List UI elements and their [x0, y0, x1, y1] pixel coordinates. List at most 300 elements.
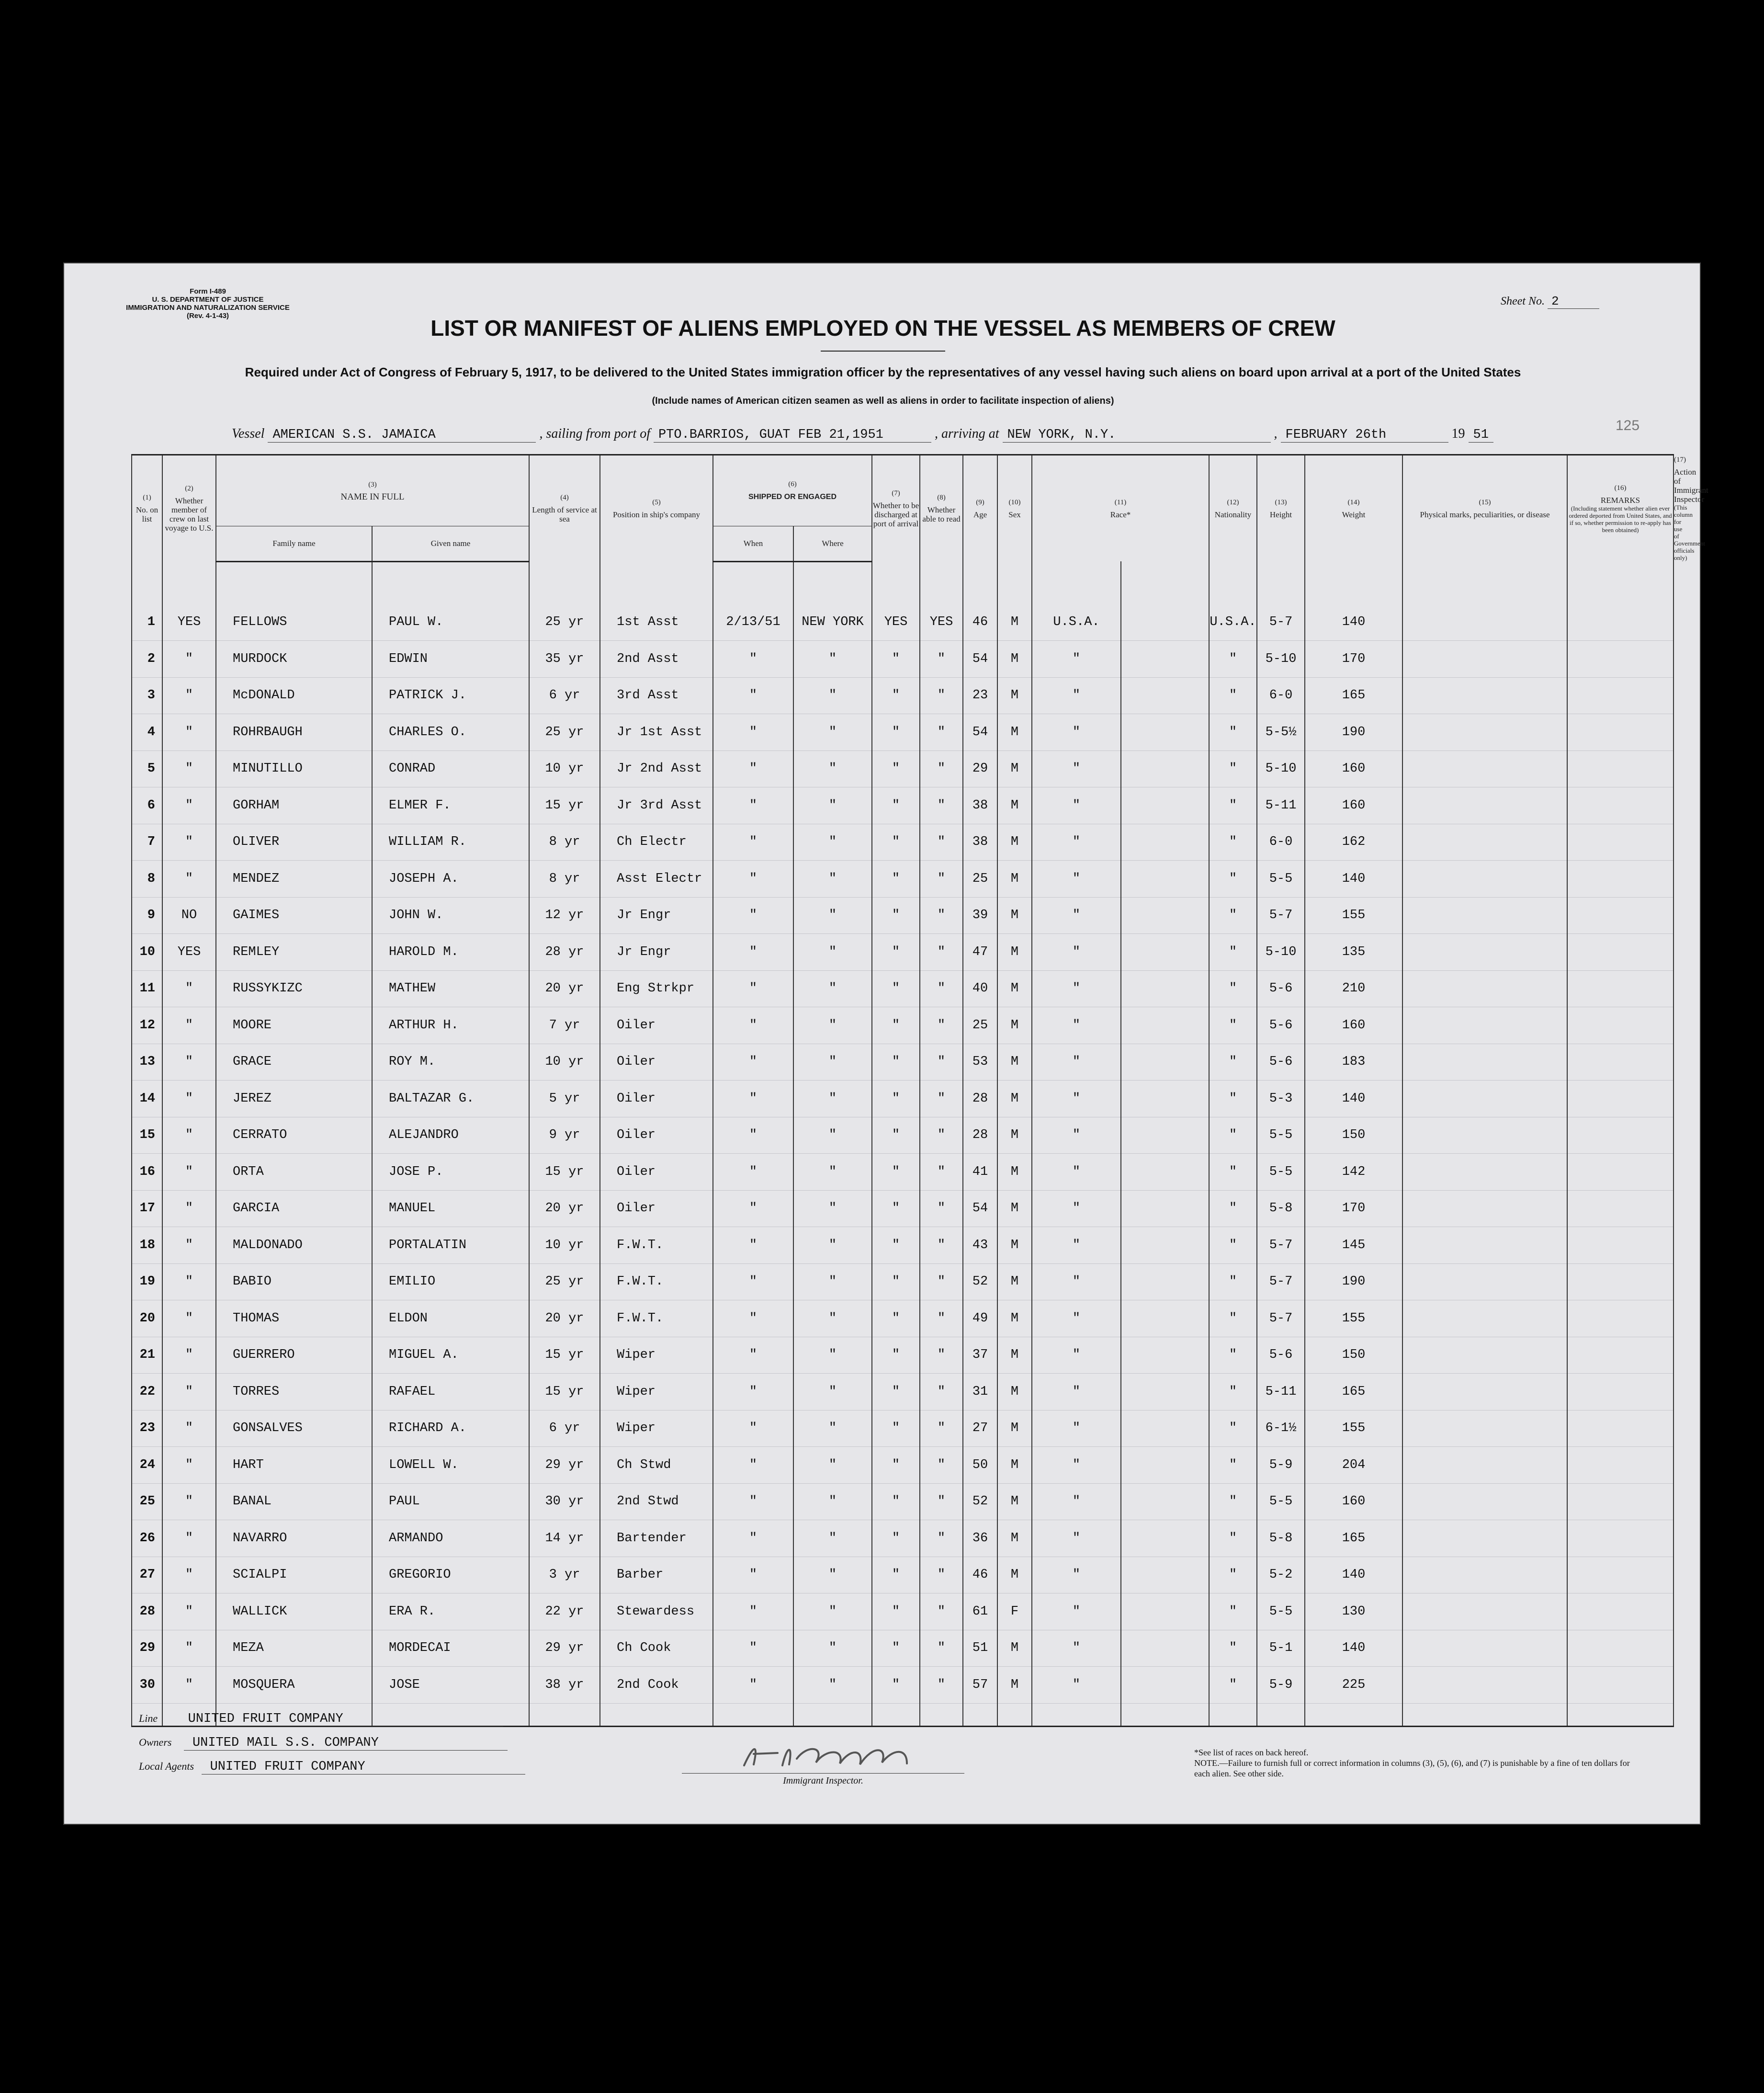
weight-cell: 204	[1305, 1447, 1402, 1484]
when-cell: "	[713, 1227, 793, 1264]
remarks-cell	[1567, 1410, 1674, 1447]
race-extra-cell	[1121, 751, 1209, 787]
weight-cell: 170	[1305, 641, 1402, 678]
sex-cell: M	[997, 1300, 1032, 1337]
prior-voyage-cell: "	[162, 1300, 216, 1337]
when-cell: "	[713, 1374, 793, 1410]
service-cell: 5 yr	[529, 1081, 600, 1117]
owners-value: UNITED MAIL S.S. COMPANY	[184, 1736, 508, 1751]
where-cell: "	[793, 1081, 872, 1117]
family-name-cell: RUSSYKIZC	[216, 970, 372, 1007]
physical-marks-cell	[1402, 1337, 1567, 1374]
service-cell: 7 yr	[529, 1007, 600, 1044]
read-cell: "	[920, 714, 963, 751]
position-cell: Jr 2nd Asst	[600, 751, 713, 787]
age-cell: 53	[963, 1044, 997, 1081]
sex-cell: M	[997, 604, 1032, 641]
given-name-cell: RAFAEL	[372, 1374, 529, 1410]
physical-marks-cell	[1402, 1263, 1567, 1300]
read-cell: "	[920, 1081, 963, 1117]
service-cell: 15 yr	[529, 1374, 600, 1410]
nationality-cell: "	[1209, 714, 1257, 751]
arrival-port-value: NEW YORK, N.Y.	[1003, 428, 1271, 443]
position-cell: Jr 1st Asst	[600, 714, 713, 751]
family-name-cell: OLIVER	[216, 824, 372, 861]
height-cell: 5-3	[1257, 1081, 1305, 1117]
requirement-text: Required under Act of Congress of February 5, 1917, to be delivered to the United States immigration officer by the representatives of any vessel having such aliens on board upon arrival at a port of the United States	[245, 365, 1521, 379]
given-name-cell: WILLIAM R.	[372, 824, 529, 861]
row-number: 8	[132, 861, 162, 898]
prior-voyage-cell: NO	[162, 897, 216, 934]
remarks-cell	[1567, 1667, 1674, 1704]
vessel-label: Vessel	[232, 426, 265, 441]
race-extra-cell	[1121, 1374, 1209, 1410]
service-cell: 25 yr	[529, 604, 600, 641]
position-cell: Ch Electr	[600, 824, 713, 861]
discharged-cell: "	[872, 1154, 920, 1191]
crew-row	[132, 934, 1674, 971]
age-cell: 28	[963, 1117, 997, 1154]
crew-row	[132, 824, 1674, 861]
nationality-cell: "	[1209, 1007, 1257, 1044]
when-cell: "	[713, 1483, 793, 1520]
weight-cell: 150	[1305, 1117, 1402, 1154]
where-cell: "	[793, 1007, 872, 1044]
row-number: 9	[132, 897, 162, 934]
revision: (Rev. 4-1-43)	[186, 312, 229, 320]
line-value: UNITED FRUIT COMPANY	[180, 1712, 503, 1727]
physical-marks-cell	[1402, 1154, 1567, 1191]
race-cell: "	[1032, 751, 1121, 787]
where-cell: "	[793, 934, 872, 971]
height-cell: 5-7	[1257, 1263, 1305, 1300]
read-cell: "	[920, 1007, 963, 1044]
weight-cell: 140	[1305, 604, 1402, 641]
physical-marks-cell	[1402, 824, 1567, 861]
given-name-cell: HAROLD M.	[372, 934, 529, 971]
crew-row	[132, 1081, 1674, 1117]
crew-row	[132, 641, 1674, 678]
sex-cell: M	[997, 1630, 1032, 1667]
remarks-cell	[1567, 1044, 1674, 1081]
height-cell: 5-10	[1257, 934, 1305, 971]
where-cell: "	[793, 677, 872, 714]
weight-cell: 150	[1305, 1337, 1402, 1374]
race-cell: "	[1032, 970, 1121, 1007]
service-cell: 14 yr	[529, 1520, 600, 1557]
row-number: 22	[132, 1374, 162, 1410]
when-cell: "	[713, 1300, 793, 1337]
weight-cell: 165	[1305, 1520, 1402, 1557]
age-cell: 46	[963, 604, 997, 641]
when-cell: "	[713, 1154, 793, 1191]
race-extra-cell	[1121, 1300, 1209, 1337]
age-cell: 36	[963, 1520, 997, 1557]
read-cell: "	[920, 1483, 963, 1520]
race-extra-cell	[1121, 1081, 1209, 1117]
age-cell: 41	[963, 1154, 997, 1191]
where-cell: "	[793, 1227, 872, 1264]
service-cell: 9 yr	[529, 1117, 600, 1154]
physical-marks-cell	[1402, 751, 1567, 787]
given-name-cell: MIGUEL A.	[372, 1337, 529, 1374]
when-cell: "	[713, 1117, 793, 1154]
sex-cell: M	[997, 934, 1032, 971]
race-cell: "	[1032, 934, 1121, 971]
race-extra-cell	[1121, 1447, 1209, 1484]
sheet-number	[1501, 294, 1599, 309]
family-name-cell: TORRES	[216, 1374, 372, 1410]
sex-cell: M	[997, 1227, 1032, 1264]
line-label: Line	[139, 1712, 158, 1724]
crew-row	[132, 1117, 1674, 1154]
row-number: 30	[132, 1667, 162, 1704]
remarks-cell	[1567, 824, 1674, 861]
race-extra-cell	[1121, 604, 1209, 641]
prior-voyage-cell: "	[162, 677, 216, 714]
read-cell: "	[920, 751, 963, 787]
where-cell: "	[793, 714, 872, 751]
discharged-cell: "	[872, 1007, 920, 1044]
given-name-cell: MATHEW	[372, 970, 529, 1007]
row-number: 21	[132, 1337, 162, 1374]
nationality-cell: "	[1209, 1483, 1257, 1520]
race-cell: "	[1032, 1263, 1121, 1300]
position-cell: Bartender	[600, 1520, 713, 1557]
nationality-cell: U.S.A.	[1209, 604, 1257, 641]
race-cell: "	[1032, 1374, 1121, 1410]
where-cell: "	[793, 1667, 872, 1704]
read-cell: "	[920, 1374, 963, 1410]
read-cell: "	[920, 1667, 963, 1704]
age-cell: 52	[963, 1263, 997, 1300]
row-number: 29	[132, 1630, 162, 1667]
position-cell: Eng Strkpr	[600, 970, 713, 1007]
read-cell: "	[920, 824, 963, 861]
where-cell: "	[793, 1117, 872, 1154]
row-number: 7	[132, 824, 162, 861]
height-cell: 5-8	[1257, 1520, 1305, 1557]
race-cell: "	[1032, 861, 1121, 898]
when-cell: "	[713, 1190, 793, 1227]
family-name-cell: MENDEZ	[216, 861, 372, 898]
crew-row	[132, 1630, 1674, 1667]
age-cell: 57	[963, 1667, 997, 1704]
owners-label: Owners	[139, 1736, 172, 1748]
crew-row	[132, 1300, 1674, 1337]
race-extra-cell	[1121, 1483, 1209, 1520]
when-cell: "	[713, 1557, 793, 1593]
discharged-cell: "	[872, 934, 920, 971]
sex-cell: M	[997, 1190, 1032, 1227]
crew-rows	[132, 561, 1674, 1726]
row-number: 10	[132, 934, 162, 971]
weight-cell: 225	[1305, 1667, 1402, 1704]
race-cell: "	[1032, 1044, 1121, 1081]
height-cell: 5-6	[1257, 1007, 1305, 1044]
sex-cell: M	[997, 751, 1032, 787]
col-header-family-name: Family name	[216, 526, 372, 561]
race-cell: "	[1032, 1483, 1121, 1520]
family-name-cell: FELLOWS	[216, 604, 372, 641]
manifest-sheet	[63, 262, 1708, 1825]
position-cell: Oiler	[600, 1190, 713, 1227]
weight-cell: 162	[1305, 824, 1402, 861]
discharged-cell: "	[872, 1447, 920, 1484]
when-cell: "	[713, 1410, 793, 1447]
crew-row	[132, 1557, 1674, 1593]
col-header-physical-marks: (15) Physical marks, peculiarities, or disease	[1402, 455, 1567, 562]
given-name-cell: PATRICK J.	[372, 677, 529, 714]
prior-voyage-cell: "	[162, 1410, 216, 1447]
physical-marks-cell	[1402, 1557, 1567, 1593]
service-cell: 12 yr	[529, 897, 600, 934]
remarks-cell	[1567, 1227, 1674, 1264]
sex-cell: M	[997, 824, 1032, 861]
service-cell: 35 yr	[529, 641, 600, 678]
sex-cell: M	[997, 1483, 1032, 1520]
height-cell: 5-6	[1257, 970, 1305, 1007]
nationality-cell: "	[1209, 1117, 1257, 1154]
page-title: LIST OR MANIFEST OF ALIENS EMPLOYED ON THE VESSEL AS MEMBERS OF CREW	[430, 316, 1335, 341]
prior-voyage-cell: "	[162, 1007, 216, 1044]
port-value: PTO.BARRIOS, GUAT FEB 21,1951	[654, 428, 931, 443]
height-cell: 5-5	[1257, 1483, 1305, 1520]
row-number: 23	[132, 1410, 162, 1447]
read-cell: "	[920, 1337, 963, 1374]
row-number: 2	[132, 641, 162, 678]
where-cell: "	[793, 1154, 872, 1191]
row-number: 20	[132, 1300, 162, 1337]
nationality-cell: "	[1209, 1337, 1257, 1374]
discharged-cell: "	[872, 1337, 920, 1374]
family-name-cell: MINUTILLO	[216, 751, 372, 787]
prior-voyage-cell: "	[162, 714, 216, 751]
position-cell: Oiler	[600, 1117, 713, 1154]
weight-cell: 160	[1305, 1483, 1402, 1520]
weight-cell: 140	[1305, 1630, 1402, 1667]
race-extra-cell	[1121, 1190, 1209, 1227]
family-name-cell: MURDOCK	[216, 641, 372, 678]
when-cell: "	[713, 1520, 793, 1557]
position-cell: Stewardess	[600, 1593, 713, 1630]
prior-voyage-cell: "	[162, 970, 216, 1007]
race-cell: "	[1032, 1190, 1121, 1227]
read-cell: "	[920, 1447, 963, 1484]
family-name-cell: ORTA	[216, 1154, 372, 1191]
col-header-remarks: (16) REMARKS (Including statement whether alien ever ordered deported from United States, and if so, whether permission to re-apply has been obtained)	[1567, 455, 1674, 562]
given-name-cell: MORDECAI	[372, 1630, 529, 1667]
given-name-cell: ELMER F.	[372, 787, 529, 824]
crew-manifest-table: (1) No. on list (2) Whether member of crew on last voyage to U.S. (3) NAME IN FULL (4) Length of service at sea (5) Position in ship's company (6) SHIPPED OR ENGAGED (7) Whether to be discharged at port of arrival (8) Whether able to read (9) Age (10) Sex (11) Race* (12) Nationality (13) Height (14) Weight (15) Physical marks, peculiarities, or disease (16) REMARKS (Including statement whether alien ever ordered deported from United States, and if so, whether permission to re-apply has been obtained) (17) Action of Immigrant Inspector (This column for use of Government officials only) Family name Given name When Where 1 YES FELLOWS PAUL W. 25 yr 1st Asst 2/13/51 NEW YORK YES YES 46 M U.S.A. U.S.A. 5-7 140 2 " MURDOCK EDWIN 35 yr 2nd Asst " " " " 54 M " " 5-10 170 3 " McDONALD PATRICK J. 6 yr 3rd Asst " " " " 23 M " " 6-0 165 4 " ROHRBAUGH CHARLES O. 25 yr Jr 1st Asst " " " " 54 M " " 5-5½ 190 5 " MINUTILLO CONRAD 10 yr Jr 2nd Asst " " " " 29 M " " 5-10 160 6 " GORHAM ELMER F. 15 yr Jr 3rd Asst " " " " 38 M " " 5-11 160 7 " OLIVER WILLIAM R. 8 yr Ch Electr " " " " 38 M " " 6-0 162 8 " MENDEZ JOSEPH A. 8 yr Asst Electr " " " " 25 M " " 5-5 140 9 NO GAIMES JOHN W. 12 yr Jr Engr " " " " 39 M " " 5-7 155 10 YES REMLEY HAROLD M. 28 yr Jr Engr " " " " 47 M " " 5-10 135 11 " RUSSYKIZC MATHEW 20 yr Eng Strkpr " " " " 40 M " " 5-6 210 12 " MOORE ARTHUR H. 7 yr Oiler " " " " 25 M " " 5-6 160 13 " GRACE ROY M. 10 yr Oiler " " " " 53 M " " 5-6 183 14 " JEREZ BALTAZAR G. 5 yr Oiler " " " " 28 M " " 5-3 140 15 " CERRATO ALEJANDRO 9 yr Oiler " " " " 28 M " " 5-5 150 16 " ORTA JOSE P. 15 yr Oiler " " " " 41 M " " 5-5 142 17 " GARCIA MANUEL 20 yr Oiler " " " " 54 M " " 5-8 170 18 " MALDONADO PORTALATIN 10 yr F.W.T. " " " " 43 M " " 5-7 145 19 " BABIO EMILIO 25 yr F.W.T. " " " " 52 M " " 5-7 190 20 " THOMAS ELDON 20 yr F.W.T. " " " " 49 M " " 5-7 155 21 " GUERRERO MIGUEL A. 15 yr Wiper " " " " 37 M " " 5-6 150 22 " TORRES RAFAEL 15 yr Wiper " " " " 31 M " " 5-11 165 23 " GONSALVES RICHARD A. 6 yr Wiper " " " " 27 M " " 6-1½ 155 24 " HART LOWELL W. 29 yr Ch Stwd " " " " 50 M " " 5-9 204 25 " BANAL PAUL 30 yr 2nd Stwd " " " " 52 M " " 5-5 160 26 " NAVARRO ARMANDO 14 yr Bartender " " " " 36 M " " 5-8 165 27 " SCIALPI GREGORIO 3 yr Barber " " " " 46 M " " 5-2 140 28 " WALLICK ERA R. 22 yr Stewardess " " " " 61 F " " 5-5 130 29 " MEZA MORDECAI 29 yr Ch Cook " " " " 51 M " " 5-1 140 30 " MOSQUERA JOSE 38 yr 2nd Cook " " " " 57 M " " 5-9 225	[131, 454, 1674, 1727]
title-rule	[821, 351, 945, 352]
discharged-cell: "	[872, 1227, 920, 1264]
family-name-cell: ROHRBAUGH	[216, 714, 372, 751]
crew-row	[132, 604, 1674, 641]
when-cell: "	[713, 751, 793, 787]
race-extra-cell	[1121, 1520, 1209, 1557]
row-number: 13	[132, 1044, 162, 1081]
position-cell: Barber	[600, 1557, 713, 1593]
race-extra-cell	[1121, 1263, 1209, 1300]
physical-marks-cell	[1402, 1630, 1567, 1667]
remarks-cell	[1567, 1374, 1674, 1410]
family-name-cell: CERRATO	[216, 1117, 372, 1154]
sex-cell: M	[997, 1044, 1032, 1081]
given-name-cell: BALTAZAR G.	[372, 1081, 529, 1117]
family-name-cell: GONSALVES	[216, 1410, 372, 1447]
given-name-cell: PAUL	[372, 1483, 529, 1520]
crew-row	[132, 714, 1674, 751]
race-extra-cell	[1121, 861, 1209, 898]
physical-marks-cell	[1402, 1520, 1567, 1557]
sex-cell: M	[997, 1557, 1032, 1593]
physical-marks-cell	[1402, 1117, 1567, 1154]
when-cell: "	[713, 1630, 793, 1667]
when-cell: "	[713, 641, 793, 678]
sex-cell: M	[997, 1154, 1032, 1191]
service-cell: 30 yr	[529, 1483, 600, 1520]
remarks-cell	[1567, 677, 1674, 714]
age-cell: 49	[963, 1300, 997, 1337]
col-header-height: (13) Height	[1257, 455, 1305, 562]
family-name-cell: McDONALD	[216, 677, 372, 714]
age-cell: 54	[963, 641, 997, 678]
prior-voyage-cell: "	[162, 641, 216, 678]
race-extra-cell	[1121, 970, 1209, 1007]
remarks-cell	[1567, 970, 1674, 1007]
where-cell: "	[793, 751, 872, 787]
physical-marks-cell	[1402, 970, 1567, 1007]
given-name-cell: ELDON	[372, 1300, 529, 1337]
prior-voyage-cell: "	[162, 824, 216, 861]
weight-cell: 142	[1305, 1154, 1402, 1191]
where-cell: "	[793, 1483, 872, 1520]
race-cell: "	[1032, 897, 1121, 934]
sex-cell: M	[997, 641, 1032, 678]
read-cell: "	[920, 641, 963, 678]
col-header-given-name: Given name	[372, 526, 529, 561]
inspector-signature-block	[682, 1735, 964, 1786]
sex-cell: M	[997, 677, 1032, 714]
given-name-cell: EDWIN	[372, 641, 529, 678]
given-name-cell: PORTALATIN	[372, 1227, 529, 1264]
remarks-cell	[1567, 861, 1674, 898]
service-cell: 29 yr	[529, 1447, 600, 1484]
where-cell: NEW YORK	[793, 604, 872, 641]
where-cell: "	[793, 1410, 872, 1447]
weight-cell: 130	[1305, 1593, 1402, 1630]
when-cell: "	[713, 1007, 793, 1044]
nationality-cell: "	[1209, 897, 1257, 934]
row-number: 6	[132, 787, 162, 824]
weight-cell: 155	[1305, 897, 1402, 934]
position-cell: Oiler	[600, 1081, 713, 1117]
year-prefix: 19	[1451, 426, 1465, 441]
age-cell: 61	[963, 1593, 997, 1630]
crew-row	[132, 1227, 1674, 1264]
prior-voyage-cell: "	[162, 1263, 216, 1300]
sex-cell: M	[997, 1447, 1032, 1484]
discharged-cell: "	[872, 1374, 920, 1410]
position-cell: Ch Cook	[600, 1630, 713, 1667]
race-extra-cell	[1121, 714, 1209, 751]
sex-cell: M	[997, 1117, 1032, 1154]
agents-value: UNITED FRUIT COMPANY	[202, 1760, 525, 1774]
sex-cell: M	[997, 1374, 1032, 1410]
family-name-cell: WALLICK	[216, 1593, 372, 1630]
height-cell: 5-8	[1257, 1190, 1305, 1227]
row-number: 18	[132, 1227, 162, 1264]
age-cell: 46	[963, 1557, 997, 1593]
crew-row	[132, 1667, 1674, 1704]
where-cell: "	[793, 1447, 872, 1484]
position-cell: Wiper	[600, 1337, 713, 1374]
age-cell: 27	[963, 1410, 997, 1447]
discharged-cell: "	[872, 1483, 920, 1520]
race-cell: "	[1032, 1227, 1121, 1264]
crew-row	[132, 1374, 1674, 1410]
service-cell: 28 yr	[529, 934, 600, 971]
weight-cell: 190	[1305, 714, 1402, 751]
race-extra-cell	[1121, 1667, 1209, 1704]
nationality-cell: "	[1209, 934, 1257, 971]
position-cell: 2nd Stwd	[600, 1483, 713, 1520]
sex-cell: M	[997, 714, 1032, 751]
sex-cell: M	[997, 897, 1032, 934]
read-cell: "	[920, 1263, 963, 1300]
discharged-cell: "	[872, 824, 920, 861]
family-name-cell: GARCIA	[216, 1190, 372, 1227]
read-cell: "	[920, 934, 963, 971]
race-cell: "	[1032, 1081, 1121, 1117]
height-cell: 6-1½	[1257, 1410, 1305, 1447]
age-cell: 39	[963, 897, 997, 934]
position-cell: Wiper	[600, 1410, 713, 1447]
penalty-note: NOTE.—Failure to furnish full or correct information in columns (3), (5), (6), and (7) is punishable by a fine of ten dollars for each alien. See other side.	[1194, 1758, 1630, 1778]
age-cell: 40	[963, 970, 997, 1007]
height-cell: 5-11	[1257, 1374, 1305, 1410]
prior-voyage-cell: "	[162, 751, 216, 787]
nationality-cell: "	[1209, 1410, 1257, 1447]
when-cell: "	[713, 970, 793, 1007]
physical-marks-cell	[1402, 1447, 1567, 1484]
given-name-cell: ROY M.	[372, 1044, 529, 1081]
race-extra-cell	[1121, 1593, 1209, 1630]
row-number: 15	[132, 1117, 162, 1154]
crew-row	[132, 1154, 1674, 1191]
age-cell: 54	[963, 1190, 997, 1227]
nationality-cell: "	[1209, 1263, 1257, 1300]
when-cell: "	[713, 1044, 793, 1081]
vessel-value: AMERICAN S.S. JAMAICA	[268, 428, 536, 443]
sex-cell: M	[997, 970, 1032, 1007]
height-cell: 5-2	[1257, 1557, 1305, 1593]
stamp-number: 125	[1616, 418, 1640, 433]
where-cell: "	[793, 970, 872, 1007]
family-name-cell: THOMAS	[216, 1300, 372, 1337]
height-cell: 6-0	[1257, 824, 1305, 861]
position-cell: Oiler	[600, 1154, 713, 1191]
race-extra-cell	[1121, 1227, 1209, 1264]
arriving-label: , arriving at	[934, 426, 999, 441]
row-number: 16	[132, 1154, 162, 1191]
race-cell: "	[1032, 1447, 1121, 1484]
family-name-cell: BANAL	[216, 1483, 372, 1520]
service-cell: 25 yr	[529, 714, 600, 751]
position-cell: Wiper	[600, 1374, 713, 1410]
race-extra-cell	[1121, 1007, 1209, 1044]
